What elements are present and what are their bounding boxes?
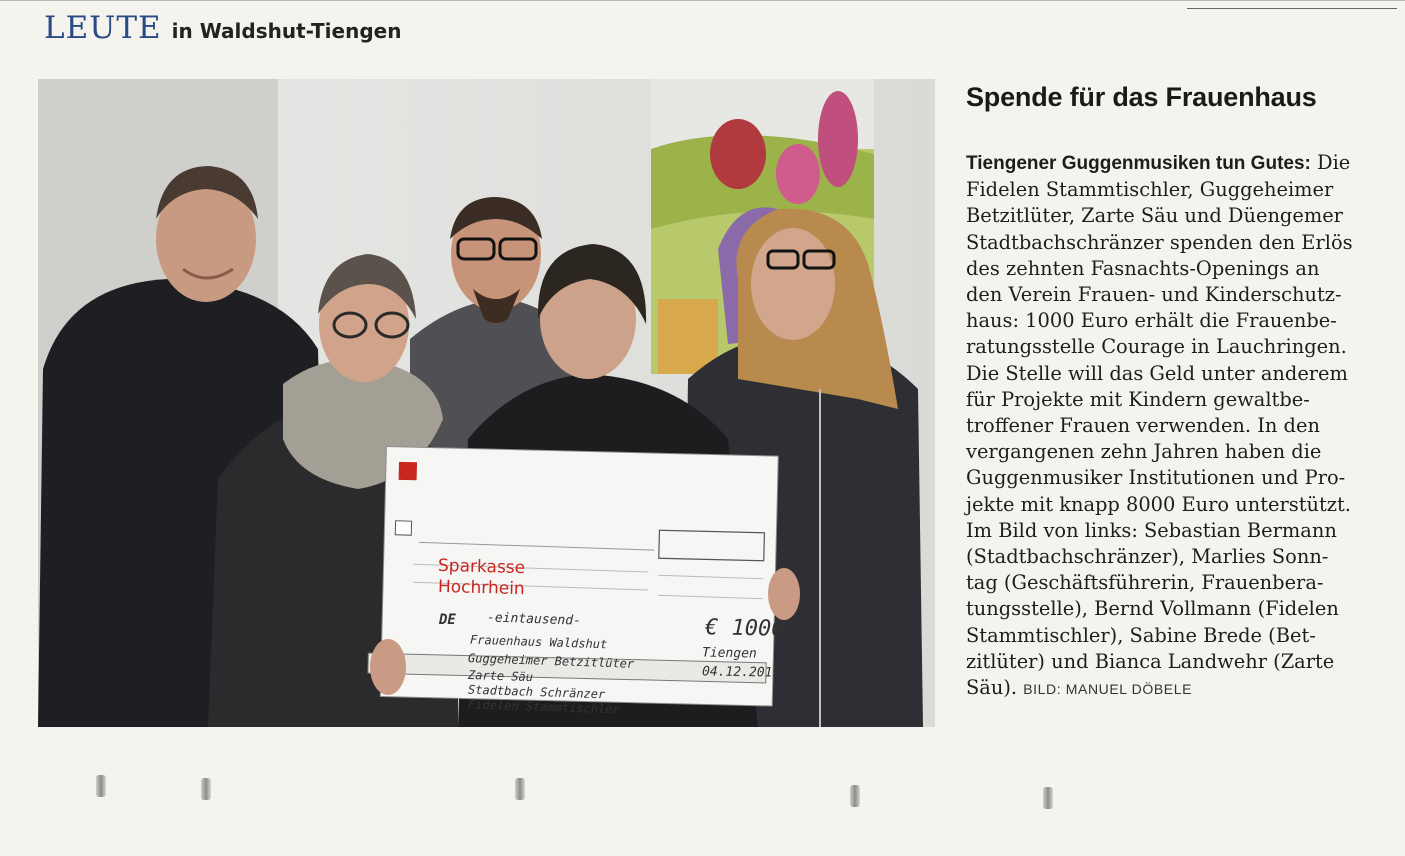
article-last-line: Säu). <box>966 676 1018 700</box>
article-lead: Tiengener Guggenmusiken tun Gutes: <box>966 153 1311 174</box>
article-headline: Spende für das Frauenhaus <box>966 82 1317 112</box>
cheque-amount: € 1000 <box>704 615 785 642</box>
cheque-donor: Zarte Säu <box>467 667 534 685</box>
hand-left <box>370 639 406 695</box>
article-line: troffener Frauen verwenden. In den <box>966 414 1320 438</box>
cheque-bank-name-line1: Sparkasse <box>437 555 526 579</box>
photo-credit: BILD: MANUEL DÖBELE <box>1023 681 1193 698</box>
cheque-donor: Stadtbach Schränzer <box>467 682 606 702</box>
article-line: tag (Geschäftsführerin, Frauenbera- <box>966 571 1324 595</box>
news-photo <box>38 79 935 727</box>
article-line: Guggenmusiker Institutionen und Pro- <box>966 466 1346 490</box>
article-line: (Stadtbachschränzer), Marlies Sonn- <box>966 545 1329 569</box>
article-line: Fidelen Stammtischler, Guggeheimer <box>966 178 1334 202</box>
staple-mark <box>96 775 106 797</box>
article-line: tungsstelle), Bernd Vollmann (Fidelen <box>966 597 1339 621</box>
hand-right <box>768 568 800 620</box>
article-line: des zehnten Fasnachts-Openings an <box>966 256 1320 280</box>
cheque-donor: Guggeheimer Betzitlüter <box>467 651 635 671</box>
article-line: Betzitlüter, Zarte Säu und Düengemer <box>966 204 1343 228</box>
cheque-recipient: Frauenhaus Waldshut <box>469 632 608 652</box>
article-line: haus: 1000 Euro erhält die Frauenbe- <box>966 309 1337 333</box>
cheque-de-label: DE <box>439 612 456 628</box>
staple-mark <box>515 778 525 800</box>
top-rule <box>1187 8 1397 9</box>
article-line: vergangenen zehn Jahren haben die <box>966 440 1322 464</box>
article-line: jekte mit knapp 8000 Euro unterstützt. <box>966 492 1351 516</box>
photo-illustration <box>38 79 935 727</box>
article-line: zitlüter) und Bianca Landwehr (Zarte <box>966 649 1335 673</box>
article-line <box>966 675 1402 702</box>
staple-mark <box>1043 787 1053 809</box>
staple-mark <box>201 778 211 800</box>
staple-mark <box>850 785 860 807</box>
cheque-date: 04.12.2019 <box>701 664 781 681</box>
article-line: Stammtischler), Sabine Brede (Bet- <box>966 623 1316 647</box>
article-line: ratungsstelle Courage in Lauchringen. <box>966 335 1347 359</box>
paper-edge <box>0 0 1405 7</box>
section-name: LEUTE <box>44 10 162 46</box>
article-line: Im Bild von links: Sebastian Bermann <box>966 518 1337 542</box>
section-place: in Waldshut-Tiengen <box>171 19 402 43</box>
cheque-donor: Fidelen Stammtischler <box>467 697 620 717</box>
article-body <box>966 150 1402 702</box>
cheque-place: Tiengen <box>701 645 757 662</box>
article-line: Stadtbachschränzer spenden den Erlös <box>966 230 1353 254</box>
article-line: Die Stelle will das Geld unter anderem <box>966 361 1348 385</box>
section-header <box>44 10 401 46</box>
cheque-bank-name-line2: Hochrhein <box>437 576 525 600</box>
article-line: den Verein Frauen- und Kinderschutz- <box>966 283 1342 307</box>
article-line <box>966 150 1402 177</box>
cheque-amount-words: -eintausend- <box>486 610 582 629</box>
article-line: für Projekte mit Kindern gewaltbe- <box>966 387 1310 411</box>
article-lead-rest: Die <box>1310 151 1351 174</box>
